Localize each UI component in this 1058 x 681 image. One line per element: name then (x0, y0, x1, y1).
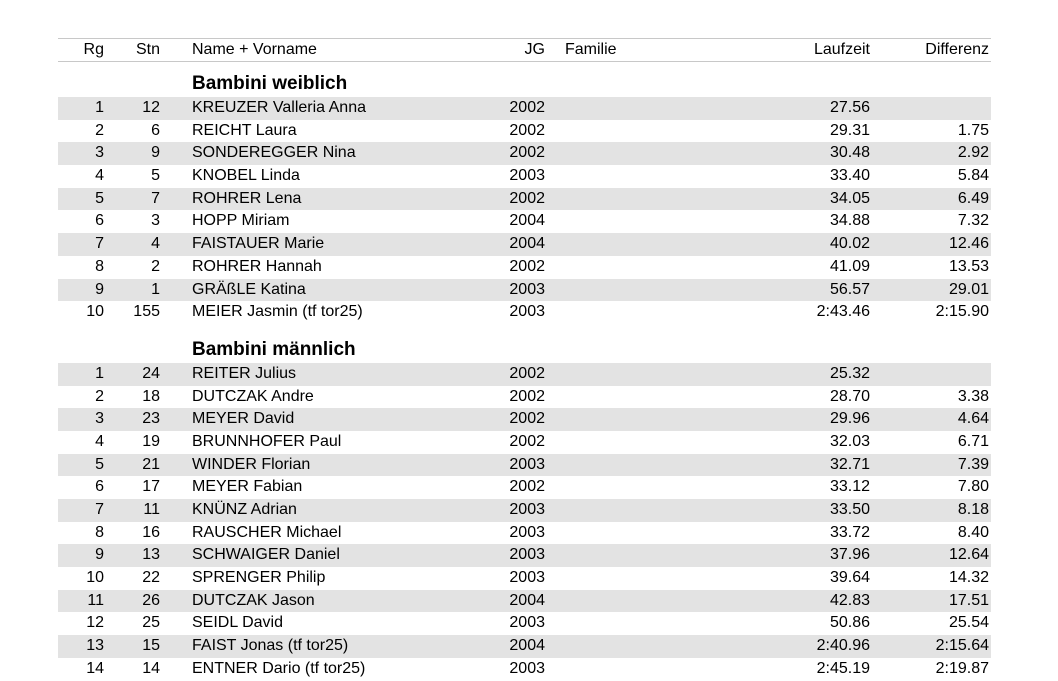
start-number-cell: 1 (151, 280, 160, 298)
start-number-cell: 6 (151, 121, 160, 139)
name-cell: KREUZER Valleria Anna (192, 99, 366, 116)
birth-year-cell: 2003 (509, 569, 545, 587)
rank-cell: 5 (95, 189, 104, 207)
birth-year-cell: 2004 (509, 591, 545, 609)
table-header (58, 38, 991, 62)
table-row (58, 256, 991, 279)
birth-year-cell: 2002 (509, 121, 545, 139)
start-number-cell: 11 (143, 501, 160, 518)
name-cell: ROHRER Hannah (192, 257, 322, 275)
birth-year-cell: 2002 (509, 432, 545, 450)
group-title-text: Bambini männlich (192, 338, 356, 360)
table-row (58, 120, 991, 143)
difference-cell: 13.53 (948, 257, 989, 275)
table-row (58, 522, 991, 545)
run-time-cell: 2:40.96 (816, 637, 870, 655)
table-row (58, 142, 991, 165)
rank-cell: 4 (95, 167, 104, 185)
name-cell: MEIER Jasmin (tf tor25) (192, 303, 363, 321)
birth-year-cell: 2003 (509, 523, 545, 541)
name-cell: DUTCZAK Andre (192, 387, 314, 405)
rank-cell: 11 (87, 591, 104, 609)
start-number-cell: 15 (142, 637, 160, 655)
rank-cell: 10 (86, 569, 104, 587)
table-row (58, 431, 991, 454)
header-start-number: Stn (135, 41, 160, 58)
rank-cell: 1 (95, 99, 104, 116)
run-time-cell: 37.96 (829, 546, 870, 564)
run-time-cell: 28.70 (829, 387, 870, 405)
table-row (58, 301, 991, 324)
birth-year-cell: 2003 (509, 614, 545, 632)
difference-cell: 7.32 (957, 212, 989, 230)
difference-cell: 2:19.87 (935, 659, 989, 677)
table-row (58, 363, 991, 386)
name-cell: BRUNNHOFER Paul (192, 432, 342, 450)
name-cell: KNÜNZ Adrian (192, 501, 297, 518)
difference-cell: 12.64 (948, 546, 989, 564)
name-cell: SCHWAIGER Daniel (192, 546, 340, 564)
start-number-cell: 13 (142, 546, 160, 564)
birth-year-cell: 2002 (509, 189, 545, 207)
rank-cell: 12 (86, 614, 104, 632)
rank-cell: 1 (95, 364, 104, 382)
name-cell: KNOBEL Linda (192, 167, 300, 185)
run-time-cell: 42.83 (829, 591, 870, 609)
rank-cell: 6 (95, 478, 104, 496)
difference-cell: 3.38 (957, 387, 989, 405)
group-title (58, 328, 991, 363)
name-cell: ENTNER Dario (tf tor25) (192, 659, 366, 677)
birth-year-cell: 2002 (509, 257, 545, 275)
name-cell: WINDER Florian (192, 455, 311, 473)
difference-cell: 5.84 (957, 167, 989, 185)
start-number-cell: 3 (151, 212, 160, 230)
name-cell: DUTCZAK Jason (192, 591, 315, 609)
table-row (58, 279, 991, 302)
run-time-cell: 39.64 (829, 569, 870, 587)
name-cell: REICHT Laura (192, 121, 297, 139)
start-number-cell: 5 (151, 167, 160, 185)
name-cell: SPRENGER Philip (192, 569, 326, 587)
result-groups (58, 62, 991, 681)
rank-cell: 14 (86, 659, 104, 677)
start-number-cell: 7 (151, 189, 160, 207)
start-number-cell: 16 (142, 523, 160, 541)
birth-year-cell: 2002 (509, 410, 545, 428)
birth-year-cell: 2002 (509, 478, 545, 496)
rank-cell: 10 (86, 303, 104, 321)
difference-cell: 12.46 (948, 235, 989, 253)
rank-cell: 3 (95, 410, 104, 428)
start-number-cell: 22 (142, 569, 160, 587)
name-cell: SEIDL David (192, 614, 283, 632)
run-time-cell: 40.02 (829, 235, 870, 253)
birth-year-cell: 2002 (509, 364, 545, 382)
birth-year-cell: 2002 (509, 387, 545, 405)
run-time-cell: 2:45.19 (816, 659, 870, 677)
run-time-cell: 56.57 (829, 280, 870, 298)
difference-cell: 2:15.64 (935, 637, 989, 655)
start-number-cell: 4 (151, 235, 160, 253)
run-time-cell: 25.32 (829, 364, 870, 382)
table-row (58, 408, 991, 431)
table-row (58, 499, 991, 522)
table-row (58, 635, 991, 658)
rank-cell: 13 (86, 637, 104, 655)
table-row (58, 567, 991, 590)
difference-cell: 6.49 (957, 189, 989, 207)
table-row (58, 476, 991, 499)
start-number-cell: 25 (142, 614, 160, 632)
table-row (58, 386, 991, 409)
name-cell: FAISTAUER Marie (192, 235, 325, 253)
header-name: Name + Vorname (192, 41, 317, 58)
start-number-cell: 26 (142, 591, 160, 609)
start-number-cell: 2 (151, 257, 160, 275)
run-time-cell: 33.72 (829, 523, 870, 541)
run-time-cell: 33.50 (829, 501, 870, 518)
run-time-cell: 2:43.46 (816, 303, 870, 321)
difference-cell: 1.75 (957, 121, 989, 139)
name-cell: MEYER Fabian (192, 478, 303, 496)
table-row (58, 210, 991, 233)
table-row (58, 590, 991, 613)
birth-year-cell: 2003 (509, 546, 545, 564)
rank-cell: 9 (95, 280, 104, 298)
run-time-cell: 27.56 (829, 99, 870, 116)
difference-cell: 25.54 (948, 614, 989, 632)
birth-year-cell: 2003 (509, 280, 545, 298)
difference-cell: 6.71 (957, 432, 989, 450)
rank-cell: 4 (95, 432, 104, 450)
table-row (58, 97, 991, 120)
table-row (58, 612, 991, 635)
birth-year-cell: 2003 (509, 303, 545, 321)
rank-cell: 7 (95, 235, 104, 253)
name-cell: REITER Julius (192, 364, 297, 382)
difference-cell: 7.39 (957, 455, 989, 473)
name-cell: RAUSCHER Michael (192, 523, 342, 541)
table-row (58, 188, 991, 211)
difference-cell: 8.18 (957, 501, 989, 518)
run-time-cell: 33.40 (829, 167, 870, 185)
difference-cell: 2:15.90 (935, 303, 989, 321)
name-cell: ROHRER Lena (192, 189, 302, 207)
name-cell: FAIST Jonas (tf tor25) (192, 637, 349, 655)
run-time-cell: 32.71 (829, 455, 870, 473)
start-number-cell: 23 (142, 410, 160, 428)
run-time-cell: 34.05 (829, 189, 870, 207)
run-time-cell: 50.86 (829, 614, 870, 632)
run-time-cell: 29.31 (829, 121, 870, 139)
header-birth-year: JG (524, 41, 545, 58)
table-row (58, 165, 991, 188)
rank-cell: 9 (95, 546, 104, 564)
name-cell: SONDEREGGER Nina (192, 144, 356, 162)
run-time-cell: 32.03 (829, 432, 870, 450)
rank-cell: 5 (95, 455, 104, 473)
rank-cell: 6 (95, 212, 104, 230)
rank-cell: 8 (95, 257, 104, 275)
rank-cell: 8 (95, 523, 104, 541)
group-title-text: Bambini weiblich (192, 73, 348, 94)
difference-cell: 17.51 (948, 591, 989, 609)
header-rank: Rg (83, 41, 104, 58)
start-number-cell: 18 (142, 387, 160, 405)
difference-cell: 14.32 (948, 569, 989, 587)
table-row (58, 454, 991, 477)
start-number-cell: 24 (142, 364, 160, 382)
difference-cell: 8.40 (957, 523, 989, 541)
run-time-cell: 33.12 (829, 478, 870, 496)
difference-cell: 7.80 (957, 478, 989, 496)
table-row (58, 658, 991, 681)
start-number-cell: 14 (142, 659, 160, 677)
birth-year-cell: 2003 (509, 167, 545, 185)
name-cell: GRÄßLE Katina (192, 280, 306, 298)
start-number-cell: 19 (142, 432, 160, 450)
difference-cell: 2.92 (957, 144, 989, 162)
run-time-cell: 30.48 (829, 144, 870, 162)
start-number-cell: 21 (142, 455, 160, 473)
birth-year-cell: 2004 (509, 235, 545, 253)
rank-cell: 2 (95, 387, 104, 405)
run-time-cell: 41.09 (829, 257, 870, 275)
start-number-cell: 9 (151, 144, 160, 162)
header-difference: Differenz (925, 41, 989, 58)
name-cell: HOPP Miriam (192, 212, 290, 230)
birth-year-cell: 2003 (509, 501, 545, 518)
birth-year-cell: 2003 (509, 659, 545, 677)
birth-year-cell: 2004 (509, 212, 545, 230)
start-number-cell: 12 (142, 99, 160, 116)
start-number-cell: 155 (133, 303, 160, 321)
birth-year-cell: 2002 (509, 144, 545, 162)
run-time-cell: 29.96 (829, 410, 870, 428)
birth-year-cell: 2003 (509, 455, 545, 473)
birth-year-cell: 2002 (509, 99, 545, 116)
run-time-cell: 34.88 (829, 212, 870, 230)
rank-cell: 3 (95, 144, 104, 162)
start-number-cell: 17 (142, 478, 160, 496)
group-title (58, 62, 991, 97)
rank-cell: 7 (95, 501, 104, 518)
name-cell: MEYER David (192, 410, 295, 428)
header-family: Familie (565, 41, 617, 58)
results-list (58, 38, 991, 681)
table-row (58, 544, 991, 567)
difference-cell: 4.64 (957, 410, 989, 428)
header-run-time: Laufzeit (813, 41, 870, 58)
table-row (58, 233, 991, 256)
difference-cell: 29.01 (948, 280, 989, 298)
birth-year-cell: 2004 (509, 637, 545, 655)
rank-cell: 2 (95, 121, 104, 139)
